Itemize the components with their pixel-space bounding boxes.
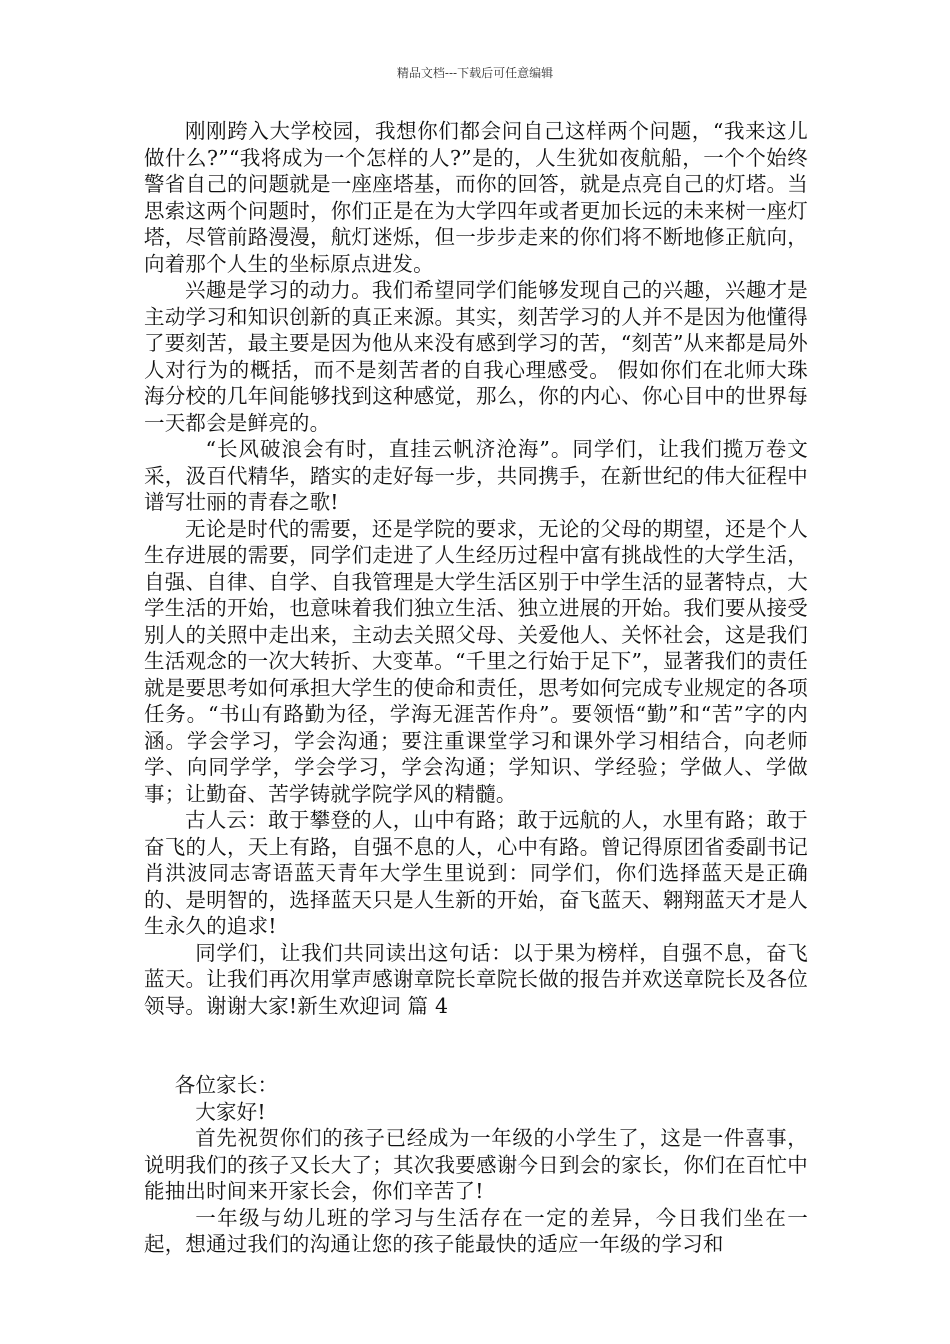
paragraph-1: 刚刚跨入大学校园，我想你们都会问自己这样两个问题，“我来这儿做什么?”“我将成为一个怎样的人?”是的，人生犹如夜航船，一个个始终警省自己的问题就是一座座塔基，而你的回答，就是点亮自己的灯塔。当思索这两个问题时，你们正是在为大学四年或者更加长远的未来树一座灯塔，尽管前路漫漫，航灯迷烁，但一步步走来的你们将不断地修正航向，向着那个人生的坐标原点进发。 [144,119,808,276]
paragraph-3: “长风破浪会有时，直挂云帆济沧海”。同学们，让我们揽万卷文采，汲百代精华，踏实的走好每一步，共同携手，在新世纪的伟大征程中谱写壮丽的青春之歌! [144,437,808,514]
letter-salutation: 各位家长： [174,1073,279,1097]
letter-paragraph-1: 首先祝贺你们的孩子已经成为一年级的小学生了，这是一件喜事，说明我们的孩子又长大了；其次我要感谢今日到会的家长，你们在百忙中能抽出时间来开家长会，你们辛苦了! [144,1126,808,1203]
letter-greeting: 大家好! [195,1099,266,1124]
paragraph-2: 兴趣是学习的动力。我们希望同学们能够发现自己的兴趣，兴趣才是主动学习和知识创新的真正来源。其实，刻苦学习的人并不是因为他懂得了要刻苦，最主要是因为他从来没有感到学习的苦，“刻苦”从来都是局外人对行为的概括，而不是刻苦者的自我心理感受。 假如你们在北师大珠海分校的几年间能够找到这种感觉，那么，你的内心、你心目中的世界每一天都会是鲜亮的。 [144,278,808,435]
paragraph-5: 古人云：敢于攀登的人，山中有路；敢于远航的人，水里有路；敢于奋飞的人，天上有路，自强不息的人，心中有路。曾记得原团省委副书记肖洪波同志寄语蓝天青年大学生里说到：同学们，你们选择蓝天是正确的、是明智的，选择蓝天只是人生新的开始，奋飞蓝天、翱翔蓝天才是人生永久的追求! [144,808,808,938]
letter-paragraph-2: 一年级与幼儿班的学习与生活存在一定的差异，今日我们坐在一起，想通过我们的沟通让您的孩子能最快的适应一年级的学习和 [144,1205,808,1256]
document-body [144,118,808,1258]
paragraph-4: 无论是时代的需要，还是学院的要求，无论的父母的期望，还是个人生存进展的需要，同学们走进了人生经历过程中富有挑战性的大学生活，自强、自律、自学、自我管理是大学生活区别于中学生活的显著特点，大学生活的开始，也意味着我们独立生活、独立进展的开始。我们要从接受别人的关照中走出来，主动去关照父母、关爱他人、关怀社会，这是我们生活观念的一次大转折、大变革。“千里之行始于足下”，显著我们的责任就是要思考如何承担大学生的使命和责任，思考如何完成专业规定的各项任务。“书山有路勤为径，学海无涯苦作舟”。要领悟“勤”和“苦”字的内涵。学会学习，学会沟通；要注重课堂学习和课外学习相结合，向老师学、向同学学，学会学习，学会沟通；学知识、学经验；学做人、学做事；让勤奋、苦学铸就学院学风的精髓。 [144,516,808,806]
paragraph-6: 同学们，让我们共同读出这句话：以于果为榜样，自强不息，奋飞蓝天。让我们再次用掌声感谢章院长章院长做的报告并欢送章院长及各位领导。谢谢大家!新生欢迎词 篇 4 [144,940,808,1018]
section-gap [144,1019,808,1072]
page-header: 精品文档---下载后可任意编辑 [396,66,554,80]
